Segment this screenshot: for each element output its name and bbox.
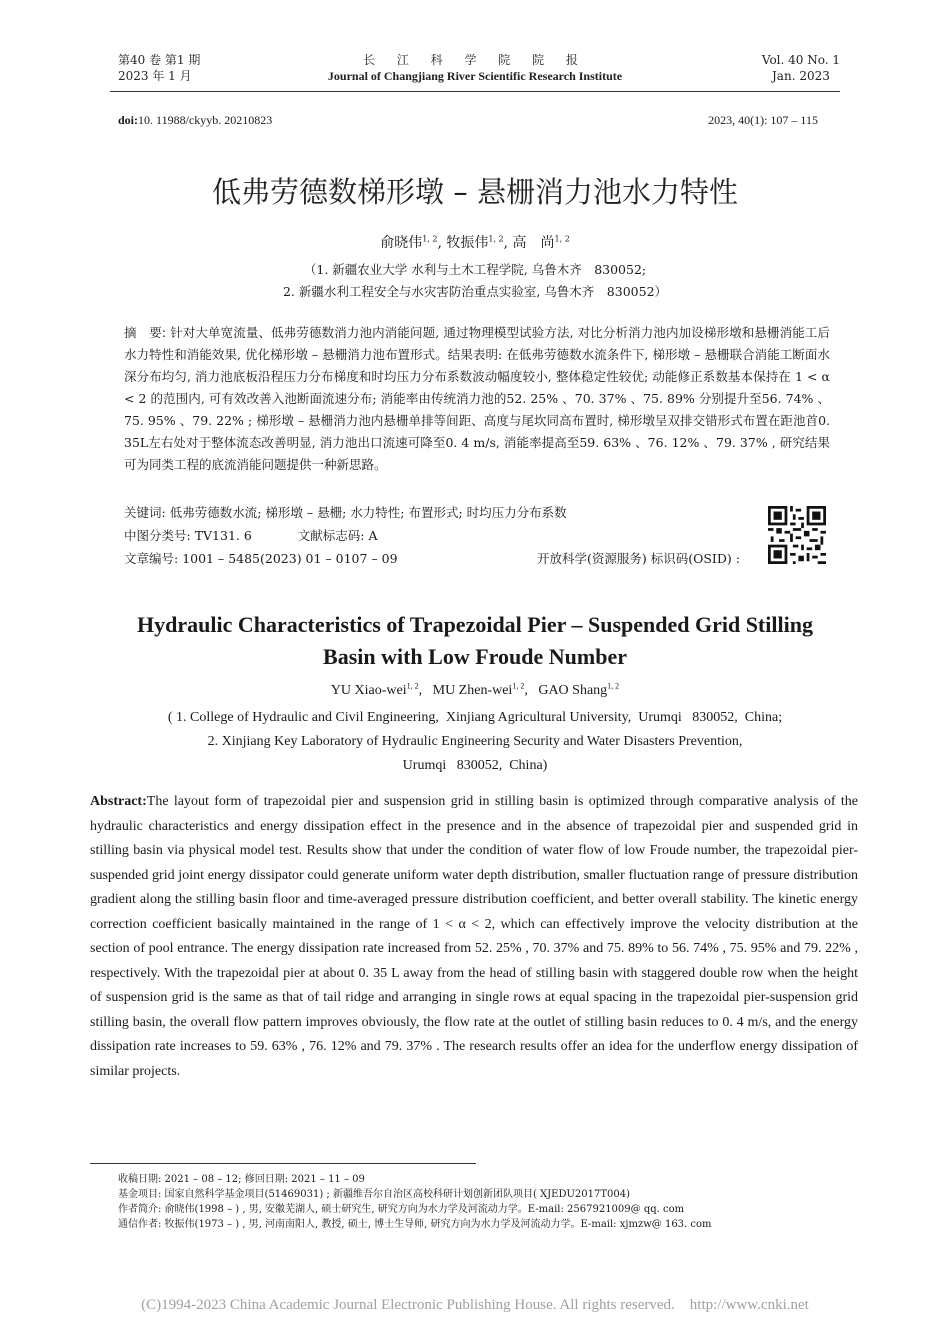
affiliation-en-3: Urumqi 830052, China)	[402, 758, 548, 773]
journal-name-cn: 长 江 科 学 院 院 报	[363, 53, 587, 67]
doi-line	[118, 113, 818, 129]
affiliations-cn	[0, 259, 950, 303]
doc-code-label: 文献标志码:	[297, 528, 369, 543]
author-en: MU Zhen-wei$^{1, 2}$,	[432, 681, 535, 698]
affiliations-en	[0, 706, 950, 778]
title-en	[0, 609, 950, 673]
footnote-corresponding: 通信作者: 牧振伟(1973 – ) , 男, 河南南阳人, 教授, 硕士, 博士生导师, 研究方向为水力学及河流动力学。E-mail: xjmzw@ 163. com	[118, 1219, 712, 1230]
doi-label: doi:	[118, 113, 139, 127]
keywords-cn-text: 低弗劳德数水流; 梯形墩 – 悬栅; 水力特性; 布置形式; 时均压力分布系数	[169, 505, 567, 520]
clc-value: TV131. 6	[194, 528, 252, 543]
affiliation-cn-1: （1. 新疆农业大学 水利与土木工程学院, 乌鲁木齐 830052;	[303, 262, 647, 277]
date-cn: 2023 年 1 月	[118, 69, 192, 83]
author-cn: 牧振伟$^{1, 2}$,	[446, 234, 513, 251]
affiliation-cn-2: 2. 新疆水利工程安全与水灾害防治重点实验室, 乌鲁木齐 830052）	[282, 284, 668, 299]
date-en: Jan. 2023	[772, 69, 830, 83]
journal-name-en: Journal of Changjiang River Scientific Research Institute	[327, 69, 623, 83]
osid-label: 开放科学(资源服务) 标识码(OSID) :	[537, 551, 740, 566]
title-en-line-1: Hydraulic Characteristics of Trapezoidal Pier – Suspended Grid Stilling	[137, 612, 813, 637]
doc-code-value: A	[368, 528, 378, 543]
footnote-received: 收稿日期: 2021 – 08 – 12; 修回日期: 2021 – 11 – 09	[118, 1174, 365, 1185]
keywords-cn-label: 关键词:	[124, 505, 170, 520]
abstract-cn-text: 针对大单宽流量、低弗劳德数消力池内消能问题, 通过物理模型试验方法, 对比分析消力池内加设梯形墩和悬栅消能工后水力特性和消能效果, 优化梯形墩 – 悬栅消力池布置形式。结果表明: 在低弗劳德数水流条件下, 梯形墩 – 悬栅联合消能工断面水深分布均匀, 消力池底板沿程压力分布梯度和时均压力分布系数波动幅度较小, 整体稳定性较优; 动能修正系数基本保持在 1 < α < 2 的范围内, 可有效改善入池断面流速分布; 消能率由传统消力池的52. 25% 、70. 37% 、75. 89% 分别提升至56. 74% 、75. 95% 、79. 22% ; 梯形墩 – 悬栅消力池内悬栅单排等间距、高度与尾坎同高布置时, 梯形墩呈双排交错形式布置在距池首0. 35L左右处对于整体流态改善明显, 消力池出口流速可降至0. 4 m/s, 消能率提高至59. 63% 、76. 12% 、79. 37% , 研究结果可为同类工程的底流消能问题提供一种新思路。	[124, 325, 830, 472]
doi-value[interactable]: 10. 11988/ckyyb. 20210823	[138, 113, 273, 127]
volume-issue-cn: 第40 卷 第1 期	[118, 53, 201, 67]
title-cn: 低弗劳德数梯形墩 – 悬栅消力池水力特性	[212, 175, 738, 209]
abstract-en-text: The layout form of trapezoidal pier and suspension grid in stilling basin is optimized through comparative analysis of the hydraulic characteristics and energy dissipation effect in the presence and in the absence of trapezoidal pier and suspended grid in stilling basin via physical model test. Results show that under the condition of water flow of low Froude number, the trapezoidal pier-suspended grid joint energy dissipator could generate uniform water depth distribution, smaller fluctuation range of pressure distribution gradient along the stilling basin floor and time-averaged pressure distribution coefficient, and better overall stability. The kinetic energy correction coefficient basically maintained in the range of 1 < α < 2, which can effectively improve the velocity distribution at the section of pool entrance. The energy dissipation rate increased from 52. 25% , 70. 37% and 75. 89% to 56. 74% , 75. 95% and 79. 22% , respectively. With the trapezoidal pier at about 0. 35 L away from the head of stilling basin with staggered double row when the height of suspension grid is the same as that of tail ridge and arranging in single rows at equal spacing in the trapezoidal pier-suspension grid stilling basin, the overall flow pattern improves obviously, the flow rate at the outlet of stilling basin reduces to 0. 4 m/s, and the energy dissipation rate increases to 59. 63% , 76. 12% and 79. 37% . The research results offer an idea for the underflow energy dissipation of similar projects.	[90, 794, 858, 1079]
doi	[118, 113, 272, 128]
author-en: YU Xiao-wei$^{1, 2}$,	[330, 681, 430, 698]
abstract-cn	[124, 322, 830, 476]
running-header-right	[762, 52, 840, 84]
header-rule	[110, 91, 840, 92]
classification-line	[124, 525, 378, 547]
cnki-watermark: (C)1994-2023 China Academic Journal Electronic Publishing House. All rights reserved. http://www.cnki.net	[141, 1297, 809, 1313]
authors-cn	[0, 234, 950, 252]
author-en: GAO Shang$^{1, 2}$	[538, 681, 620, 698]
abstract-en	[90, 790, 858, 1084]
abstract-en-label: Abstract:	[90, 794, 147, 809]
citation: 2023, 40(1): 107 – 115	[708, 113, 818, 127]
article-number-line	[124, 548, 398, 570]
affiliation-en-1: ( 1. College of Hydraulic and Civil Engineering, Xinjiang Agricultural University, Urumqi 830052, China;	[167, 710, 783, 725]
authors-en	[0, 682, 950, 700]
volume-issue-en: Vol. 40 No. 1	[761, 53, 840, 67]
qr-code-icon[interactable]	[768, 506, 826, 564]
abstract-cn-label: 摘 要:	[124, 325, 171, 340]
footnote-fund: 基金项目: 国家自然科学基金项目(51469031) ; 新疆维吾尔自治区高校科研计划创新团队项目( XJEDU2017T004)	[118, 1189, 631, 1200]
keywords-cn	[124, 502, 567, 524]
clc-label: 中图分类号:	[124, 528, 195, 543]
author-cn: 俞晓伟$^{1, 2}$,	[380, 234, 447, 251]
author-cn: 高 尚$^{1, 2}$	[512, 234, 570, 251]
article-no-value: 1001 – 5485(2023) 01 – 0107 – 09	[182, 551, 398, 566]
affiliation-en-2: 2. Xinjiang Key Laboratory of Hydraulic Engineering Security and Water Disasters Prevention,	[207, 734, 743, 749]
article-no-label: 文章编号:	[124, 551, 183, 566]
title-en-line-2: Basin with Low Froude Number	[323, 644, 627, 669]
footnote-author: 作者简介: 俞晓伟(1998 – ) , 男, 安徽芜湖人, 硕士研究生, 研究方向为水力学及河流动力学。E-mail: 2567921009@ qq. com	[118, 1204, 685, 1215]
footnote-rule	[90, 1163, 476, 1164]
